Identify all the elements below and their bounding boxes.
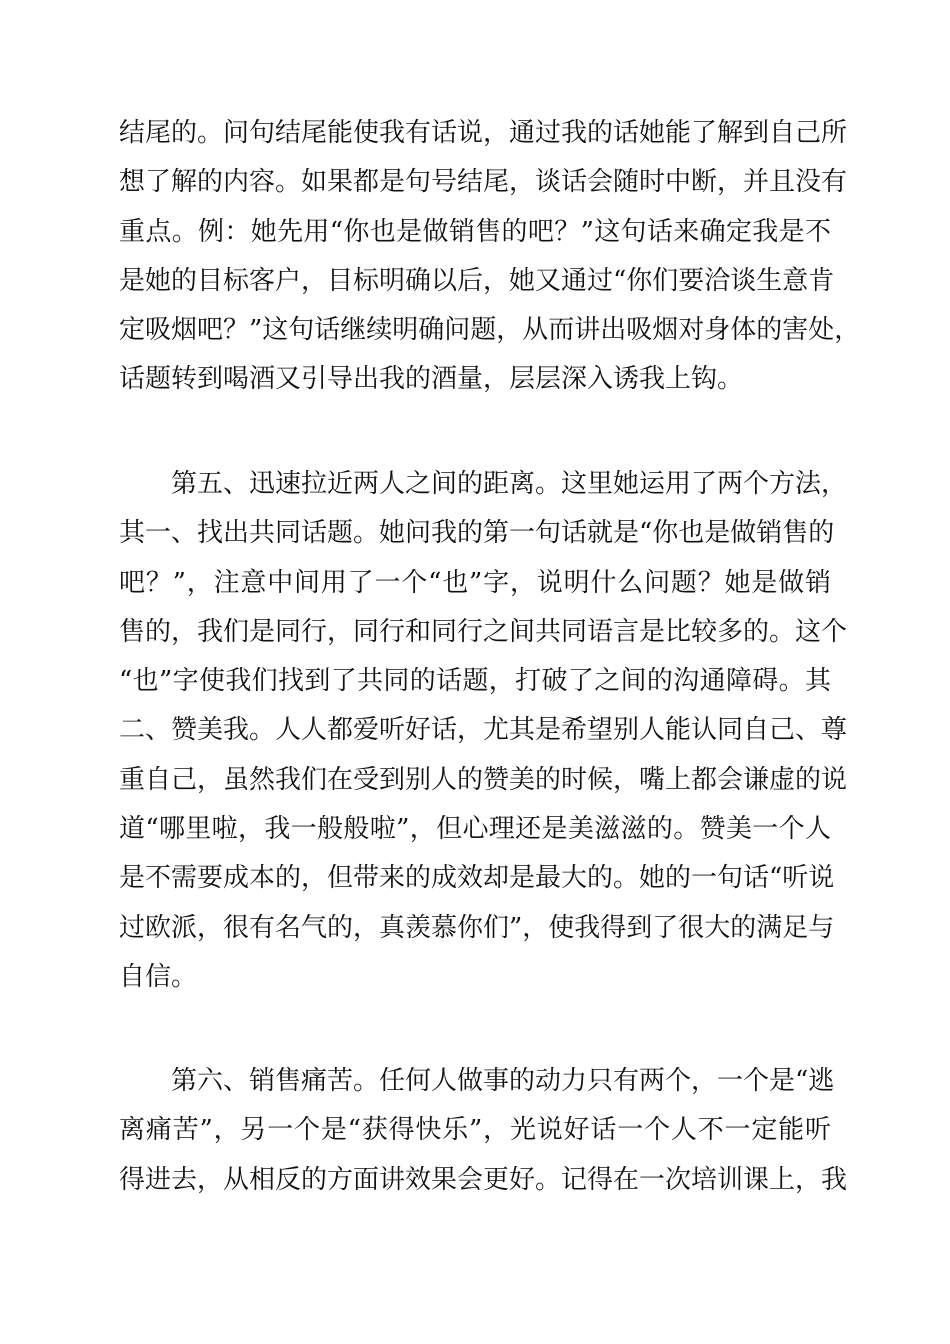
text-line: 重自己，虽然我们在受到别人的赞美的时候，嘴上都会谦虚的说: [119, 764, 848, 795]
text-line: “也”字使我们找到了共同的话题，打破了之间的沟通障碍。其: [119, 666, 831, 697]
text-line: 自信。: [119, 961, 198, 992]
text-line: 第五、迅速拉近两人之间的距离。这里她运用了两个方法，: [119, 469, 848, 499]
paragraph-1: [119, 109, 861, 405]
text-line: 过欧派，很有名气的，真羡慕你们”，使我得到了很大的满足与: [119, 912, 835, 943]
text-line: 是不需要成本的，但带来的成效却是最大的。她的一句话“听说: [119, 863, 835, 894]
text-line: 吧？”，注意中间用了一个“也”字，说明什么问题？她是做销: [119, 567, 831, 598]
paragraph-3: [119, 1057, 848, 1205]
text-line: 二、赞美我。人人都爱听好话，尤其是希望别人能认同自己、尊: [119, 715, 848, 746]
text-line: 想了解的内容。如果都是句号结尾，谈话会随时中断，并且没有: [119, 167, 848, 198]
text-line: 重点。例：她先用“你也是做销售的吧？”这句话来确定我是不: [119, 216, 831, 247]
text-line: 定吸烟吧？”这句话继续明确问题，从而讲出吸烟对身体的害处，: [119, 315, 861, 346]
text-line: 得进去，从相反的方面讲效果会更好。记得在一次培训课上，我: [119, 1164, 848, 1195]
text-line: 话题转到喝酒又引导出我的酒量，层层深入诱我上钩。: [119, 364, 744, 395]
text-line: 是她的目标客户，目标明确以后，她又通过“你们要洽谈生意肯: [119, 265, 835, 296]
text-line: 售的，我们是同行，同行和同行之间共同语言是比较多的。这个: [119, 616, 848, 647]
text-line: 道“哪里啦，我一般般啦”，但心理还是美滋滋的。赞美一个人: [119, 814, 831, 845]
paragraph-2: [119, 460, 848, 1002]
text-line: 其一、找出共同话题。她问我的第一句话就是“你也是做销售的: [119, 518, 835, 549]
text-line: 第六、销售痛苦。任何人做事的动力只有两个，一个是“逃: [119, 1066, 835, 1096]
text-line: 结尾的。问句结尾能使我有话说，通过我的话她能了解到自己所: [119, 118, 848, 148]
text-line: 离痛苦”，另一个是“获得快乐”，光说好话一个人不一定能听: [119, 1115, 831, 1146]
